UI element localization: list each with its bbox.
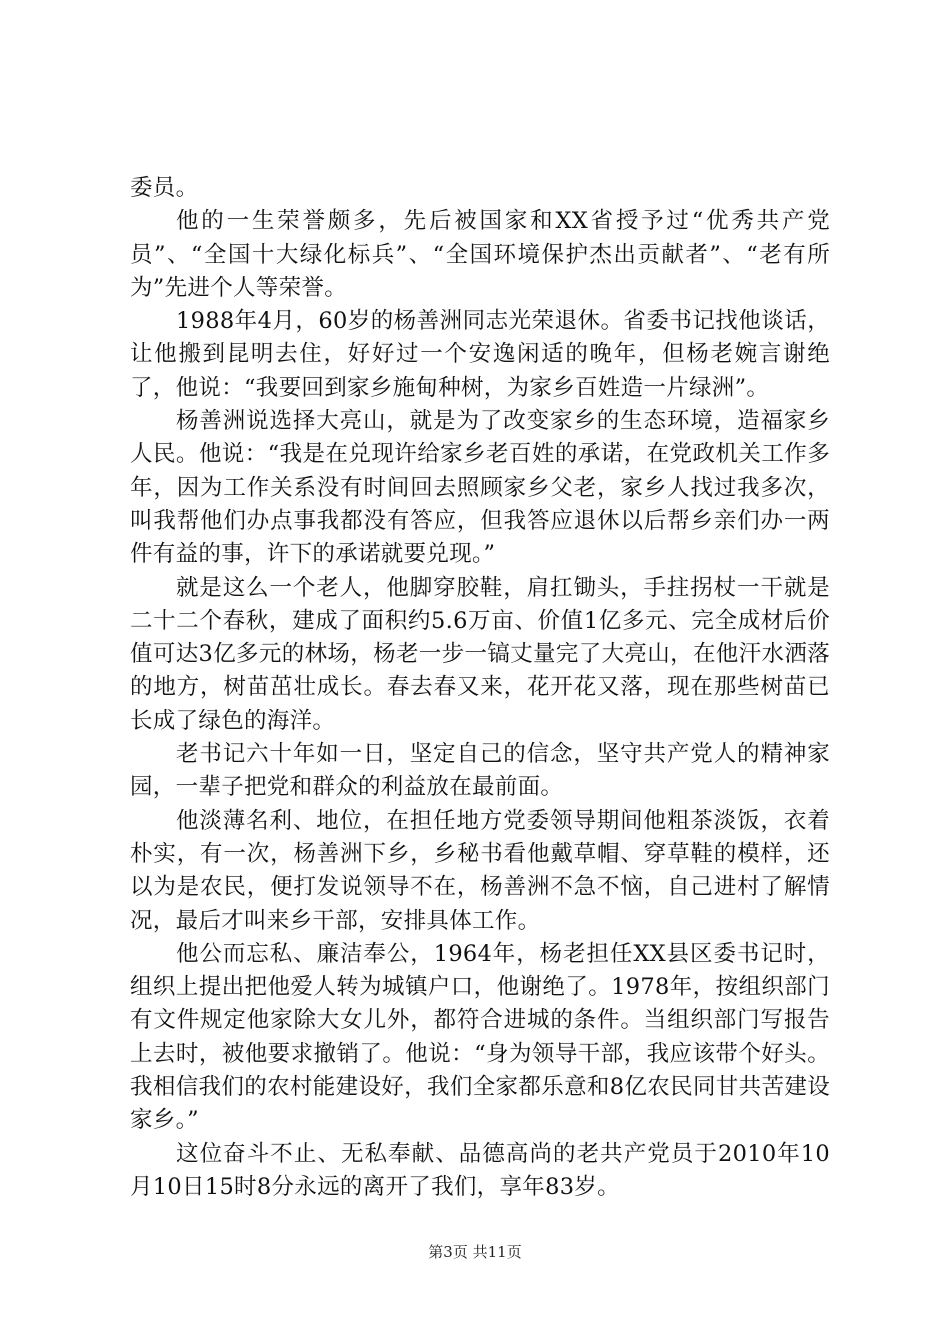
document-body <box>130 172 830 1204</box>
paragraph-4: 杨善洲说选择大亮山，就是为了改变家乡的生态环境，造福家乡人民。他说：“我是在兑现许给家乡老百姓的承诺，在党政机关工作多年，因为工作关系没有时间回去照顾家乡父老，家乡人找过我多次，叫我帮他们办点事我都没有答应，但我答应退休以后帮乡亲们办一两件有益的事，许下的承诺就要兑现。” <box>130 408 830 568</box>
paragraph-5: 就是这么一个老人，他脚穿胶鞋，肩扛锄头，手拄拐杖一干就是二十二个春秋，建成了面积约5.6万亩、价值1亿多元、完全成材后价值可达3亿多元的林场，杨老一步一镐丈量完了大亮山，在他汗水洒落的地方，树苗茁壮成长。春去春又来，花开花又落，现在那些树苗已长成了绿色的海洋。 <box>130 574 830 734</box>
paragraph-2: 他的一生荣誉颇多，先后被国家和XX省授予过“优秀共产党员”、“全国十大绿化标兵”、“全国环境保护杰出贡献者”、“老有所为”先进个人等荣誉。 <box>130 208 830 301</box>
paragraph-7: 他淡薄名利、地位，在担任地方党委领导期间他粗茶淡饭，衣着朴实，有一次，杨善洲下乡，乡秘书看他戴草帽、穿草鞋的模样，还以为是农民，便打发说领导不在，杨善洲不急不恼，自己进村了解情况，最后才叫来乡干部，安排具体工作。 <box>130 807 830 934</box>
paragraph-1: 委员。 <box>130 175 199 201</box>
paragraph-9: 这位奋斗不止、无私奉献、品德高尚的老共产党员于2010年10月10日15时8分永远的离开了我们，享年83岁。 <box>130 1140 830 1200</box>
paragraph-8: 他公而忘私、廉洁奉公，1964年，杨老担任XX县区委书记时，组织上提出把他爱人转为城镇户口，他谢绝了。1978年，按组织部门有文件规定他家除大女儿外，都符合进城的条件。当组织部门写报告上去时，被他要求撤销了。他说：“身为领导干部，我应该带个好头。我相信我们的农村能建设好，我们全家都乐意和8亿农民同甘共苦建设家乡。” <box>130 940 830 1134</box>
paragraph-3: 1988年4月，60岁的杨善洲同志光荣退休。省委书记找他谈话，让他搬到昆明去住，好好过一个安逸闲适的晚年，但杨老婉言谢绝了，他说：“我要回到家乡施甸种树，为家乡百姓造一片绿洲”。 <box>130 308 830 401</box>
page-number-footer: 第3页 共11页 <box>428 1243 522 1261</box>
paragraph-6: 老书记六十年如一日，坚定自己的信念，坚守共产党人的精神家园，一辈子把党和群众的利益放在最前面。 <box>130 741 830 801</box>
